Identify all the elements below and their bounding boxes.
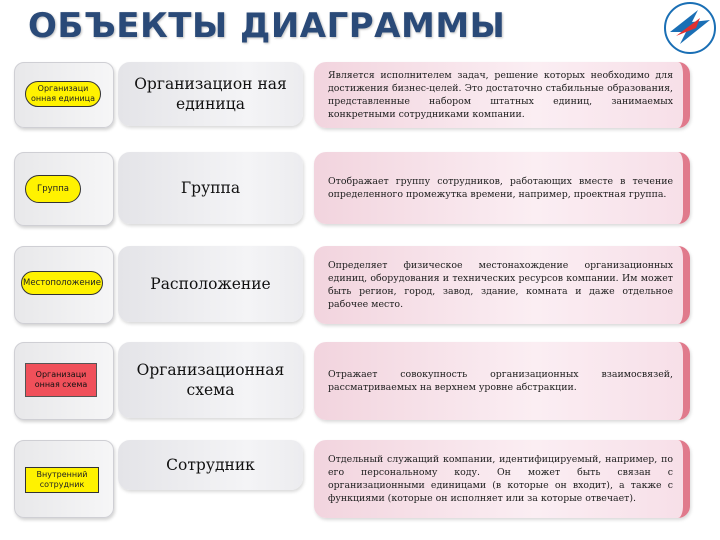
object-description-org-unit: Является исполнителем задач, решение которых необходимо для достижения бизнес-целей. Это достаточно стабильные образования, представленные набором штатных единиц, занимаемых конкретными сотрудниками компании. xyxy=(314,62,690,128)
thumb-org-chart xyxy=(14,342,114,420)
object-description-employee: Отдельный служащий компании, идентифицируемый, например, по его персональному коду. Он может быть связан с организационными единицами (в которые он входит), а также с функциями (которые он исполняет или за которые отвечает). xyxy=(314,440,690,518)
thumb-employee xyxy=(14,440,114,518)
object-name-employee: Сотрудник xyxy=(118,440,303,490)
object-description-org-chart: Отражает совокупность организационных взаимосвязей, рассматриваемых на верхнем уровне абстракции. xyxy=(314,342,690,420)
object-name-group: Группа xyxy=(118,152,303,224)
employee-symbol: Внутренний сотрудник xyxy=(25,467,99,493)
thumb-group xyxy=(14,152,114,226)
slide-title: ОБЪЕКТЫ ДИАГРАММЫ xyxy=(28,6,506,46)
faculty-logo xyxy=(656,0,720,60)
object-name-org-unit: Организацион ная единица xyxy=(118,62,303,126)
thumb-org-unit xyxy=(14,62,114,128)
group-symbol: Группа xyxy=(25,175,81,203)
org-chart-symbol: Организаци онная схема xyxy=(25,363,97,397)
object-description-group: Отображает группу сотрудников, работающих вместе в течение определенного промежутка времени, например, проектная группа. xyxy=(314,152,690,224)
location-symbol: Местоположение xyxy=(21,271,103,295)
object-name-org-chart: Организационная схема xyxy=(118,342,303,418)
thumb-location xyxy=(14,246,114,324)
object-description-location: Определяет физическое местонахождение организационных единиц, оборудования и технических ресурсов компании. Им может быть регион, город, завод, здание, комната и даже отдельное рабочее место. xyxy=(314,246,690,324)
object-name-location: Расположение xyxy=(118,246,303,322)
org-unit-symbol: Организаци онная единица xyxy=(25,81,101,107)
